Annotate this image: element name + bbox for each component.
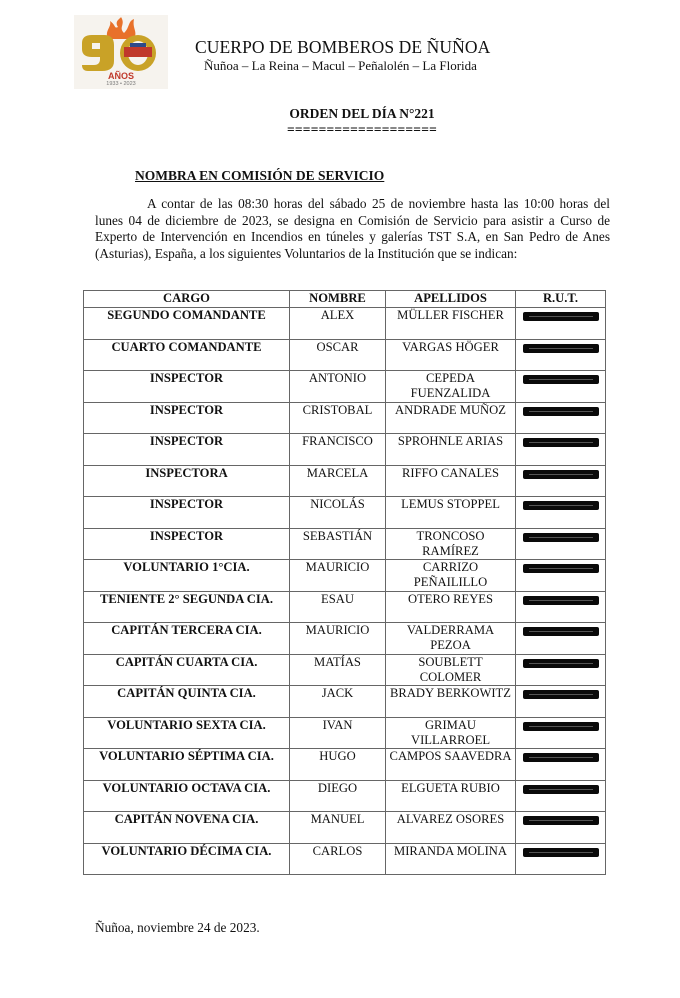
table-row bbox=[84, 686, 606, 718]
logo-90-anos bbox=[74, 15, 168, 89]
cell-cargo: VOLUNTARIO DÉCIMA CIA. bbox=[84, 843, 290, 875]
cell-nombre: HUGO bbox=[290, 749, 386, 781]
rut-redaction-mark bbox=[523, 816, 599, 825]
cell-cargo: VOLUNTARIO OCTAVA CIA. bbox=[84, 780, 290, 812]
cell-rut bbox=[516, 843, 606, 875]
cell-cargo: CAPITÁN NOVENA CIA. bbox=[84, 812, 290, 844]
cell-nombre: CARLOS bbox=[290, 843, 386, 875]
rut-redaction-mark bbox=[523, 564, 599, 573]
cell-nombre: MAURICIO bbox=[290, 623, 386, 655]
cell-rut bbox=[516, 402, 606, 434]
intro-paragraph bbox=[95, 196, 610, 262]
cell-cargo: CAPITÁN QUINTA CIA. bbox=[84, 686, 290, 718]
cell-apellidos: TRONCOSO RAMÍREZ bbox=[386, 528, 516, 560]
cell-nombre: JACK bbox=[290, 686, 386, 718]
cell-cargo: INSPECTOR bbox=[84, 434, 290, 466]
cell-apellidos: OTERO REYES bbox=[386, 591, 516, 623]
rut-redaction-mark bbox=[523, 470, 599, 479]
table-row bbox=[84, 591, 606, 623]
cell-nombre: MAURICIO bbox=[290, 560, 386, 592]
cell-cargo: INSPECTOR bbox=[84, 402, 290, 434]
cell-cargo: VOLUNTARIO SÉPTIMA CIA. bbox=[84, 749, 290, 781]
cell-nombre: MARCELA bbox=[290, 465, 386, 497]
column-header-rut: R.U.T. bbox=[516, 291, 606, 308]
rut-redaction-mark bbox=[523, 596, 599, 605]
table-row bbox=[84, 843, 606, 875]
cell-cargo: CUARTO COMANDANTE bbox=[84, 339, 290, 371]
table-row bbox=[84, 402, 606, 434]
rut-redaction-mark bbox=[523, 785, 599, 794]
cell-cargo: INSPECTOR bbox=[84, 497, 290, 529]
cell-rut bbox=[516, 339, 606, 371]
cell-rut bbox=[516, 686, 606, 718]
cell-nombre: ANTONIO bbox=[290, 371, 386, 403]
cell-apellidos: ANDRADE MUÑOZ bbox=[386, 402, 516, 434]
cell-cargo: VOLUNTARIO 1°CIA. bbox=[84, 560, 290, 592]
cell-rut bbox=[516, 591, 606, 623]
rut-redaction-mark bbox=[523, 722, 599, 731]
cell-rut bbox=[516, 308, 606, 340]
cell-nombre: OSCAR bbox=[290, 339, 386, 371]
volunteers-table bbox=[83, 290, 606, 875]
rut-redaction-mark bbox=[523, 690, 599, 699]
cell-rut bbox=[516, 528, 606, 560]
order-title-rule: =================== bbox=[287, 122, 437, 137]
rut-redaction-mark bbox=[523, 659, 599, 668]
table-row bbox=[84, 308, 606, 340]
rut-redaction-mark bbox=[523, 848, 599, 857]
table-row bbox=[84, 812, 606, 844]
table-row bbox=[84, 623, 606, 655]
cell-cargo: INSPECTOR bbox=[84, 528, 290, 560]
cell-rut bbox=[516, 497, 606, 529]
rut-redaction-mark bbox=[523, 501, 599, 510]
order-title: ORDEN DEL DÍA N°221 bbox=[289, 106, 435, 121]
cell-rut bbox=[516, 780, 606, 812]
cell-apellidos: VARGAS HÖGER bbox=[386, 339, 516, 371]
cell-nombre: MATÍAS bbox=[290, 654, 386, 686]
table-row bbox=[84, 654, 606, 686]
cell-cargo: TENIENTE 2° SEGUNDA CIA. bbox=[84, 591, 290, 623]
cell-nombre: MANUEL bbox=[290, 812, 386, 844]
logo-years-text: 1933 • 2023 bbox=[106, 81, 136, 87]
table-row bbox=[84, 434, 606, 466]
cell-rut bbox=[516, 717, 606, 749]
cell-rut bbox=[516, 654, 606, 686]
cell-apellidos: CARRIZO PEÑAILILLO bbox=[386, 560, 516, 592]
rut-redaction-mark bbox=[523, 627, 599, 636]
rut-redaction-mark bbox=[523, 375, 599, 384]
table-row bbox=[84, 528, 606, 560]
rut-redaction-mark bbox=[523, 438, 599, 447]
logo-anos-text: AÑOS bbox=[107, 71, 134, 81]
cell-rut bbox=[516, 465, 606, 497]
cell-apellidos: RIFFO CANALES bbox=[386, 465, 516, 497]
column-header-nombre: NOMBRE bbox=[290, 291, 386, 308]
cell-nombre: NICOLÁS bbox=[290, 497, 386, 529]
cell-cargo: INSPECTOR bbox=[84, 371, 290, 403]
rut-redaction-mark bbox=[523, 753, 599, 762]
cell-nombre: ESAU bbox=[290, 591, 386, 623]
table-row bbox=[84, 717, 606, 749]
cell-apellidos: SOUBLETT COLOMER bbox=[386, 654, 516, 686]
cell-cargo: VOLUNTARIO SEXTA CIA. bbox=[84, 717, 290, 749]
table-row bbox=[84, 339, 606, 371]
cell-cargo: CAPITÁN TERCERA CIA. bbox=[84, 623, 290, 655]
cell-apellidos: CEPEDA FUENZALIDA bbox=[386, 371, 516, 403]
cell-cargo: SEGUNDO COMANDANTE bbox=[84, 308, 290, 340]
cell-apellidos: VALDERRAMA PEZOA bbox=[386, 623, 516, 655]
table-row bbox=[84, 749, 606, 781]
table-body bbox=[84, 308, 606, 875]
cell-nombre: IVAN bbox=[290, 717, 386, 749]
org-name: CUERPO DE BOMBEROS DE ÑUÑOA bbox=[195, 37, 491, 57]
section-heading: NOMBRA EN COMISIÓN DE SERVICIO bbox=[135, 168, 385, 183]
cell-apellidos: CAMPOS SAAVEDRA bbox=[386, 749, 516, 781]
table-header-row bbox=[84, 291, 606, 308]
cell-rut bbox=[516, 434, 606, 466]
cell-nombre: SEBASTIÁN bbox=[290, 528, 386, 560]
cell-apellidos: BRADY BERKOWITZ bbox=[386, 686, 516, 718]
rut-redaction-mark bbox=[523, 344, 599, 353]
column-header-cargo: CARGO bbox=[84, 291, 290, 308]
cell-nombre: CRISTOBAL bbox=[290, 402, 386, 434]
column-header-apellidos: APELLIDOS bbox=[386, 291, 516, 308]
cell-rut bbox=[516, 623, 606, 655]
cell-apellidos: ELGUETA RUBIO bbox=[386, 780, 516, 812]
cell-rut bbox=[516, 560, 606, 592]
cell-apellidos: SPROHNLE ARIAS bbox=[386, 434, 516, 466]
cell-apellidos: MIRANDA MOLINA bbox=[386, 843, 516, 875]
footer-date: Ñuñoa, noviembre 24 de 2023. bbox=[95, 920, 260, 935]
cell-apellidos: MÜLLER FISCHER bbox=[386, 308, 516, 340]
rut-redaction-mark bbox=[523, 407, 599, 416]
cell-apellidos: LEMUS STOPPEL bbox=[386, 497, 516, 529]
cell-apellidos: GRIMAU VILLARROEL bbox=[386, 717, 516, 749]
cell-cargo: INSPECTORA bbox=[84, 465, 290, 497]
cell-nombre: ALEX bbox=[290, 308, 386, 340]
cell-nombre: DIEGO bbox=[290, 780, 386, 812]
cell-apellidos: ALVAREZ OSORES bbox=[386, 812, 516, 844]
cell-cargo: CAPITÁN CUARTA CIA. bbox=[84, 654, 290, 686]
table-row bbox=[84, 497, 606, 529]
table-row bbox=[84, 371, 606, 403]
table-row bbox=[84, 465, 606, 497]
table-row bbox=[84, 560, 606, 592]
table-row bbox=[84, 780, 606, 812]
cell-nombre: FRANCISCO bbox=[290, 434, 386, 466]
rut-redaction-mark bbox=[523, 533, 599, 542]
intro-text: A contar de las 08:30 horas del sábado 25 de noviembre hasta las 10:00 horas del lunes 04 de diciembre de 2023, se designa en Comisión de Servicio para asistir a Curso de Experto de Intervención en Incendios en túneles y galerías TST S.A, en San Pedro de Anes (Asturias), España, a los siguientes Voluntarios de la Institución que se indican: bbox=[95, 196, 610, 261]
rut-redaction-mark bbox=[523, 312, 599, 321]
cell-rut bbox=[516, 749, 606, 781]
cell-rut bbox=[516, 371, 606, 403]
cell-rut bbox=[516, 812, 606, 844]
org-communes: Ñuñoa – La Reina – Macul – Peñalolén – La Florida bbox=[204, 58, 477, 73]
